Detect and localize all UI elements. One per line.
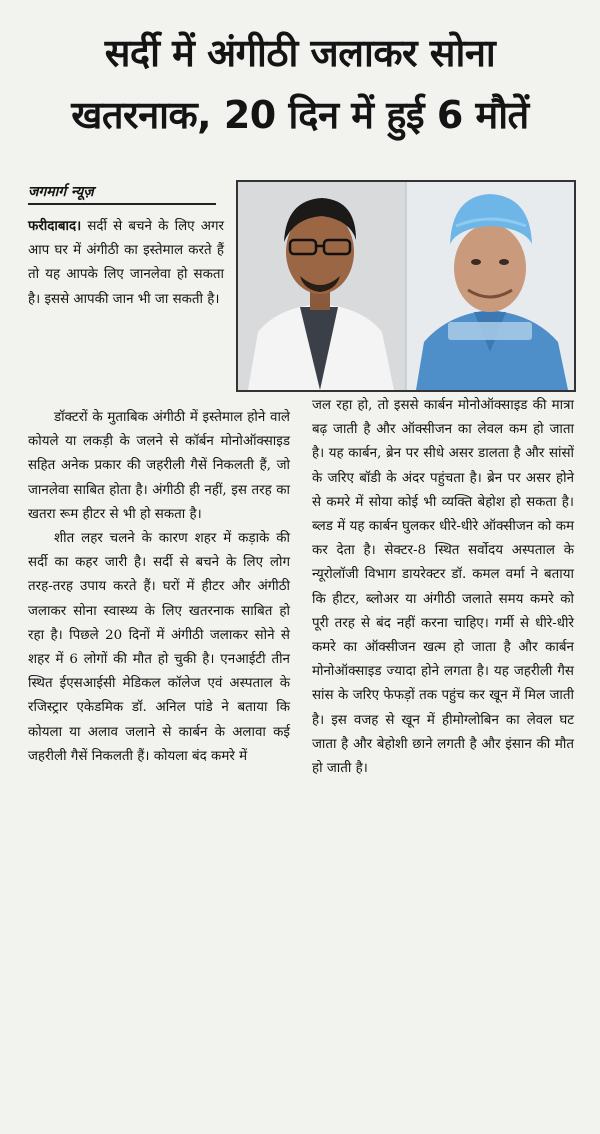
article-column-left	[28, 406, 290, 769]
dateline: फरीदाबाद।	[28, 218, 82, 234]
doctors-photo	[236, 180, 576, 392]
headline-line-2: खतरनाक, 20 दिन में हुई 6 मौतें	[71, 93, 529, 137]
article-column-right	[312, 394, 574, 781]
doctors-photo-illustration	[238, 182, 574, 390]
byline: जगमार्ग न्यूज़	[28, 182, 216, 205]
intro-paragraph	[28, 214, 224, 312]
article-intro	[28, 214, 224, 312]
headline-line-1: सर्दी में अंगीठी जलाकर सोना	[104, 31, 496, 75]
intro-text: सर्दी से बचने के लिए अगर आप घर में अंगीठी का इस्तेमाल करते हैं तो यह आपके लिए जानलेवा हो सकता है। इससे आपकी जान भी जा सकती है।	[28, 219, 224, 307]
paragraph-2: डॉक्टरों के मुताबिक अंगीठी में इस्तेमाल होने वाले कोयले या लकड़ी के जलने से कॉर्बन मोनोऑक्साइड सहित अनेक प्रकार की जहरीली गैसें निकलती हैं, जो जानलेवा साबित होता है। अंगीठी ही नहीं, इस तरह का खतरा रूम हीटर से भी हो सकता है।	[28, 410, 290, 522]
paragraph-column-2: जल रहा हो, तो इससे कार्बन मोनोऑक्साइड की मात्रा बढ़ जाती है और ऑक्सीजन का लेवल कम हो जाता है। यह कार्बन, ब्रेन पर सीधे असर डालता है और सांसों के जरिए बॉडी के अंदर पहुंचता है। ब्रेन पर असर होने से कमरे में सोया कोई भी व्यक्ति बेहोश हो सकता है। ब्लड में यह कार्बन घुलकर धीरे-धीरे ऑक्सीजन को कम कर देता है। सेक्टर-8 स्थित सर्वोदय अस्पताल के न्यूरोलॉजी विभाग डायरेक्टर डॉ. कमल वर्मा ने बताया कि हीटर, ब्लोअर या अंगीठी जलाते समय कमरे को पूरी तरह से बंद नहीं करना चाहिए। गर्मी से धीरे-धीरे कमरे का ऑक्सीजन खत्म हो जाता है और कार्बन मोनोऑक्साइड ज्यादा होने लगता है। यह जहरीली गैस सांस के जरिए फेफड़ों तक पहुंच कर खून में मिल जाती है। इस वजह से खून में हीमोग्लोबिन का लेवल घट जाता है और बेहोशी छाने लगती है और इंसान की मौत हो जाती है।	[312, 398, 574, 777]
paragraph-3: शीत लहर चलने के कारण शहर में कड़ाके की सर्दी का कहर जारी है। सर्दी से बचने के लिए लोग तरह-तरह उपाय करते हैं। घरों में हीटर और अंगीठी जलाकर सोना स्वास्थ्य के लिए खतरनाक साबित हो रहा है। पिछले 20 दिनों में अंगीठी जलाकर सोने से शहर में 6 लोगों की मौत हो चुकी है। एनआईटी तीन स्थित ईएसआईसी मेडिकल कॉलेज एवं अस्पताल के रजिस्ट्रार एकेडमिक डॉ. अनिल पांडे ने बताया कि कोयला या अलाव जलाने से कार्बन के अलावा कई जहरीली गैसें निकलती हैं। कोयला बंद कमरे में	[28, 531, 290, 764]
headline	[0, 22, 600, 146]
